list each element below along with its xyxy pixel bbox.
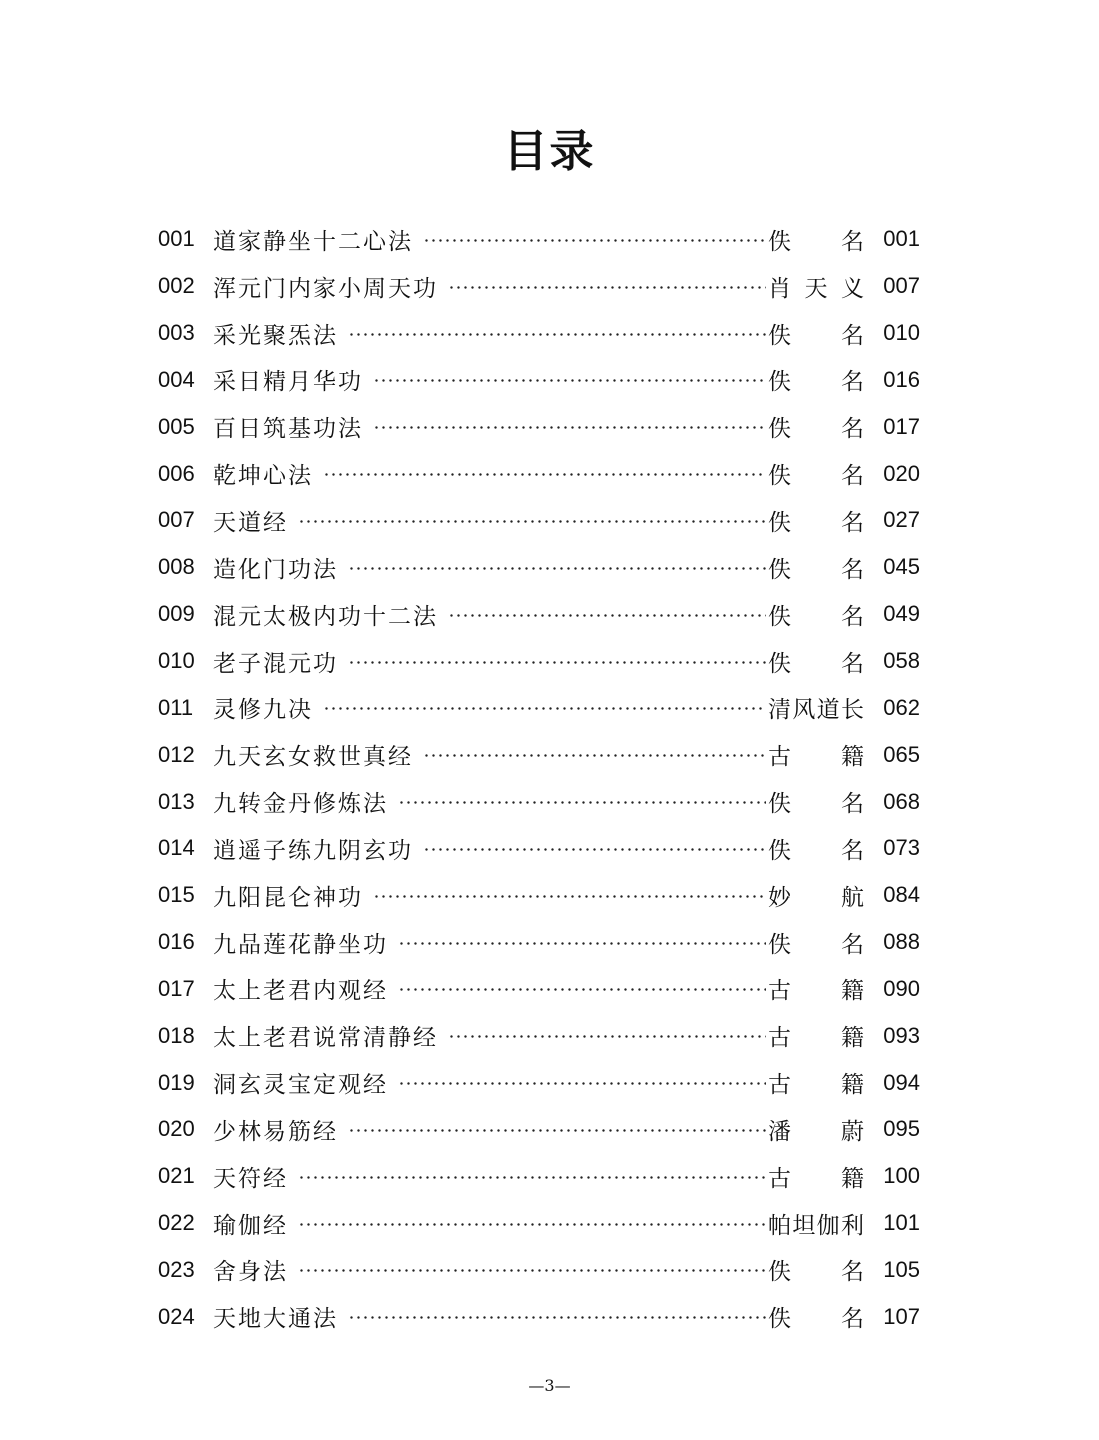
entry-page-number: 088 (883, 929, 920, 955)
entry-number: 024 (158, 1303, 195, 1329)
entry-title: 逍遥子练九阴玄功 (213, 837, 413, 864)
dot-leader (448, 1035, 766, 1038)
entry-number: 018 (158, 1022, 195, 1048)
dot-leader (348, 1129, 766, 1132)
entry-page-number: 045 (883, 554, 920, 580)
entry-author: 清风道长 (768, 697, 864, 724)
entry-title: 混元太极内功十二法 (213, 603, 438, 630)
entry-number: 015 (158, 882, 195, 908)
entry-title: 采光聚炁法 (213, 322, 338, 349)
toc-entry[interactable] (158, 1012, 928, 1059)
toc-entry[interactable] (158, 403, 928, 450)
dot-leader (423, 848, 766, 851)
entry-page-number: 016 (883, 366, 920, 392)
entry-author: 古 籍 (768, 1025, 864, 1052)
entry-title: 天符经 (213, 1165, 288, 1192)
entry-author: 佚 名 (768, 1259, 864, 1286)
toc-entry[interactable] (158, 684, 928, 731)
dot-leader (298, 1176, 766, 1179)
entry-title: 太上老君说常清静经 (213, 1025, 438, 1052)
entry-page-number: 068 (883, 788, 920, 814)
page-title: 目录 (503, 126, 596, 177)
entry-number: 010 (158, 648, 195, 674)
entry-page-number: 100 (883, 1163, 920, 1189)
entry-page-number: 017 (883, 413, 920, 439)
toc-entry[interactable] (158, 1059, 928, 1106)
dot-leader (373, 379, 766, 382)
toc-entry[interactable] (158, 966, 928, 1013)
entry-title: 浑元门内家小周天功 (213, 275, 438, 302)
entry-author: 佚 名 (768, 791, 864, 818)
entry-title: 九天玄女救世真经 (213, 744, 413, 771)
toc-entry[interactable] (158, 216, 928, 263)
toc-entry[interactable] (158, 544, 928, 591)
entry-author: 佚 名 (768, 509, 864, 536)
entry-author: 古 籍 (768, 1165, 864, 1192)
entry-title: 老子混元功 (213, 650, 338, 677)
entry-number: 023 (158, 1256, 195, 1282)
entry-page-number: 001 (883, 226, 920, 252)
entry-number: 019 (158, 1069, 195, 1095)
entry-title: 太上老君内观经 (213, 978, 388, 1005)
entry-title: 造化门功法 (213, 556, 338, 583)
entry-number: 014 (158, 835, 195, 861)
entry-title: 少林易筋经 (213, 1118, 338, 1145)
entry-title: 洞玄灵宝定观经 (213, 1072, 388, 1099)
entry-page-number: 049 (883, 601, 920, 627)
dot-leader (398, 1082, 766, 1085)
toc-entry[interactable] (158, 1247, 928, 1294)
entry-author: 帕坦伽利 (768, 1212, 864, 1239)
entry-number: 007 (158, 507, 195, 533)
entry-page-number: 095 (883, 1116, 920, 1142)
toc-entry[interactable] (158, 1200, 928, 1247)
dot-leader (323, 473, 766, 476)
entry-title: 九阳昆仑神功 (213, 884, 363, 911)
entry-page-number: 007 (883, 273, 920, 299)
entry-author: 佚 名 (768, 931, 864, 958)
toc-entry[interactable] (158, 638, 928, 685)
entry-number: 006 (158, 460, 195, 486)
entry-title: 道家静坐十二心法 (213, 228, 413, 255)
dot-leader (373, 895, 766, 898)
toc-entry[interactable] (158, 872, 928, 919)
entry-page-number: 105 (883, 1256, 920, 1282)
entry-number: 021 (158, 1163, 195, 1189)
entry-number: 003 (158, 320, 195, 346)
entry-page-number: 107 (883, 1303, 920, 1329)
toc-entry[interactable] (158, 1106, 928, 1153)
entry-page-number: 093 (883, 1022, 920, 1048)
entry-number: 017 (158, 975, 195, 1001)
entry-page-number: 084 (883, 882, 920, 908)
toc-entry[interactable] (158, 450, 928, 497)
entry-number: 016 (158, 929, 195, 955)
entry-author: 佚 名 (768, 228, 864, 255)
entry-number: 009 (158, 601, 195, 627)
entry-author: 佚 名 (768, 650, 864, 677)
entry-author: 佚 名 (768, 556, 864, 583)
entry-number: 001 (158, 226, 195, 252)
entry-number: 013 (158, 788, 195, 814)
dot-leader (423, 239, 766, 242)
entry-author: 古 籍 (768, 1072, 864, 1099)
entry-page-number: 062 (883, 694, 920, 720)
toc-entry[interactable] (158, 825, 928, 872)
page-number-footer: —3— (528, 1376, 571, 1395)
entry-number: 020 (158, 1116, 195, 1142)
entry-author: 佚 名 (768, 322, 864, 349)
entry-page-number: 065 (883, 741, 920, 767)
entry-page-number: 101 (883, 1210, 920, 1236)
table-of-contents (158, 216, 928, 1340)
dot-leader (298, 1269, 766, 1272)
dot-leader (348, 333, 766, 336)
entry-number: 008 (158, 554, 195, 580)
entry-title: 九品莲花静坐功 (213, 931, 388, 958)
entry-title: 百日筑基功法 (213, 416, 363, 443)
dot-leader (398, 988, 766, 991)
entry-author: 古 籍 (768, 744, 864, 771)
entry-number: 012 (158, 741, 195, 767)
toc-entry[interactable] (158, 778, 928, 825)
entry-author: 妙 航 (768, 884, 864, 911)
entry-author: 佚 名 (768, 1306, 864, 1333)
entry-number: 011 (158, 694, 194, 720)
entry-number: 005 (158, 413, 195, 439)
toc-entry[interactable] (158, 1153, 928, 1200)
entry-author: 古 籍 (768, 978, 864, 1005)
entry-page-number: 027 (883, 507, 920, 533)
entry-page-number: 073 (883, 835, 920, 861)
toc-entry[interactable] (158, 1293, 928, 1340)
entry-page-number: 010 (883, 320, 920, 346)
entry-number: 004 (158, 366, 195, 392)
entry-number: 002 (158, 273, 195, 299)
entry-title: 九转金丹修炼法 (213, 791, 388, 818)
entry-title: 瑜伽经 (213, 1212, 288, 1239)
toc-entry[interactable] (158, 731, 928, 778)
entry-title: 灵修九决 (213, 697, 313, 724)
dot-leader (373, 426, 766, 429)
entry-author: 佚 名 (768, 603, 864, 630)
entry-author: 肖天义 (768, 275, 864, 302)
entry-title: 天地大通法 (213, 1306, 338, 1333)
entry-page-number: 090 (883, 975, 920, 1001)
entry-author: 佚 名 (768, 416, 864, 443)
toc-entry[interactable] (158, 357, 928, 404)
toc-entry[interactable] (158, 919, 928, 966)
entry-author: 佚 名 (768, 369, 864, 396)
toc-entry[interactable] (158, 591, 928, 638)
toc-entry[interactable] (158, 497, 928, 544)
entry-number: 022 (158, 1210, 195, 1236)
dot-leader (348, 1316, 766, 1319)
entry-page-number: 058 (883, 648, 920, 674)
entry-title: 舍身法 (213, 1259, 288, 1286)
dot-leader (448, 286, 766, 289)
dot-leader (298, 520, 766, 523)
entry-page-number: 094 (883, 1069, 920, 1095)
toc-entry[interactable] (158, 310, 928, 357)
entry-author: 佚 名 (768, 837, 864, 864)
entry-title: 乾坤心法 (213, 463, 313, 490)
entry-title: 采日精月华功 (213, 369, 363, 396)
dot-leader (298, 1223, 766, 1226)
dot-leader (398, 801, 766, 804)
dot-leader (348, 567, 766, 570)
toc-entry[interactable] (158, 263, 928, 310)
entry-title: 天道经 (213, 509, 288, 536)
entry-author: 佚 名 (768, 463, 864, 490)
dot-leader (448, 614, 766, 617)
entry-page-number: 020 (883, 460, 920, 486)
dot-leader (323, 707, 766, 710)
dot-leader (398, 942, 766, 945)
entry-author: 潘 蔚 (768, 1118, 864, 1145)
dot-leader (348, 661, 766, 664)
dot-leader (423, 754, 766, 757)
